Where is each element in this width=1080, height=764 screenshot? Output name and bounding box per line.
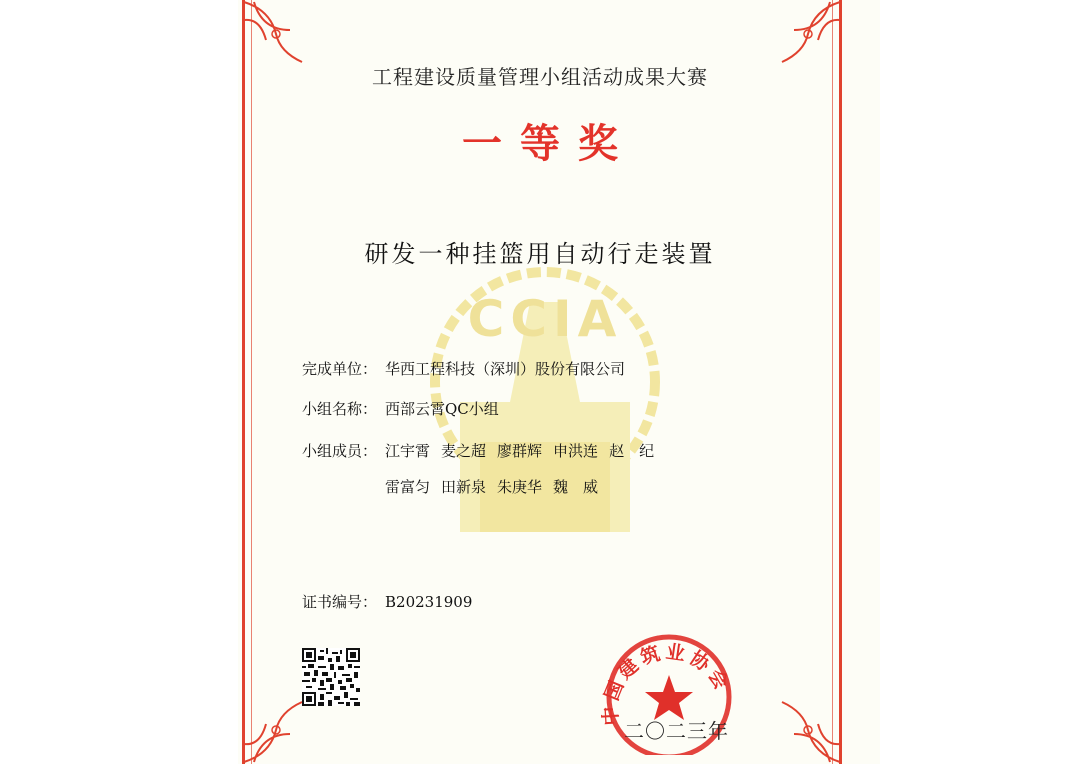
issue-date: 二〇二三年 bbox=[624, 719, 729, 743]
unit-value: 华西工程科技（深圳）股份有限公司 bbox=[385, 360, 626, 378]
cert-number-row bbox=[302, 591, 472, 612]
cert-number-value: B20231909 bbox=[385, 593, 473, 611]
qr-code-icon[interactable] bbox=[302, 648, 360, 706]
watermark-text: CCIA bbox=[467, 290, 623, 348]
ornament-top-right-icon bbox=[774, 0, 844, 70]
member-name: 雷富匀 bbox=[385, 478, 431, 496]
seal-text: 中国建筑业协会 bbox=[599, 640, 735, 727]
member-name: 赵 纪 bbox=[609, 442, 655, 460]
members-row-1 bbox=[302, 440, 665, 461]
group-value: 西部云霄QC小组 bbox=[385, 400, 499, 418]
unit-label: 完成单位： bbox=[302, 360, 378, 378]
competition-title: 工程建设质量管理小组活动成果大赛 bbox=[372, 65, 708, 89]
members-label: 小组成员： bbox=[302, 442, 378, 460]
group-label: 小组名称： bbox=[302, 400, 378, 418]
member-name: 申洪连 bbox=[553, 442, 599, 460]
unit-row bbox=[302, 358, 625, 379]
ornament-bottom-right-icon bbox=[774, 694, 844, 764]
members-row-2 bbox=[385, 476, 609, 497]
award-level: 一等奖 bbox=[462, 120, 636, 167]
member-name: 魏 威 bbox=[553, 478, 599, 496]
cert-number-label: 证书编号： bbox=[302, 593, 378, 611]
member-name: 朱庚华 bbox=[497, 478, 543, 496]
member-name: 田新泉 bbox=[441, 478, 487, 496]
ornament-top-left-icon bbox=[240, 0, 310, 70]
member-name: 江宇霄 bbox=[385, 442, 431, 460]
ornament-bottom-left-icon bbox=[240, 694, 310, 764]
project-title: 研发一种挂篮用自动行走装置 bbox=[364, 240, 716, 268]
group-row bbox=[302, 398, 499, 419]
member-name: 麦之超 bbox=[441, 442, 487, 460]
member-name: 廖群辉 bbox=[497, 442, 543, 460]
